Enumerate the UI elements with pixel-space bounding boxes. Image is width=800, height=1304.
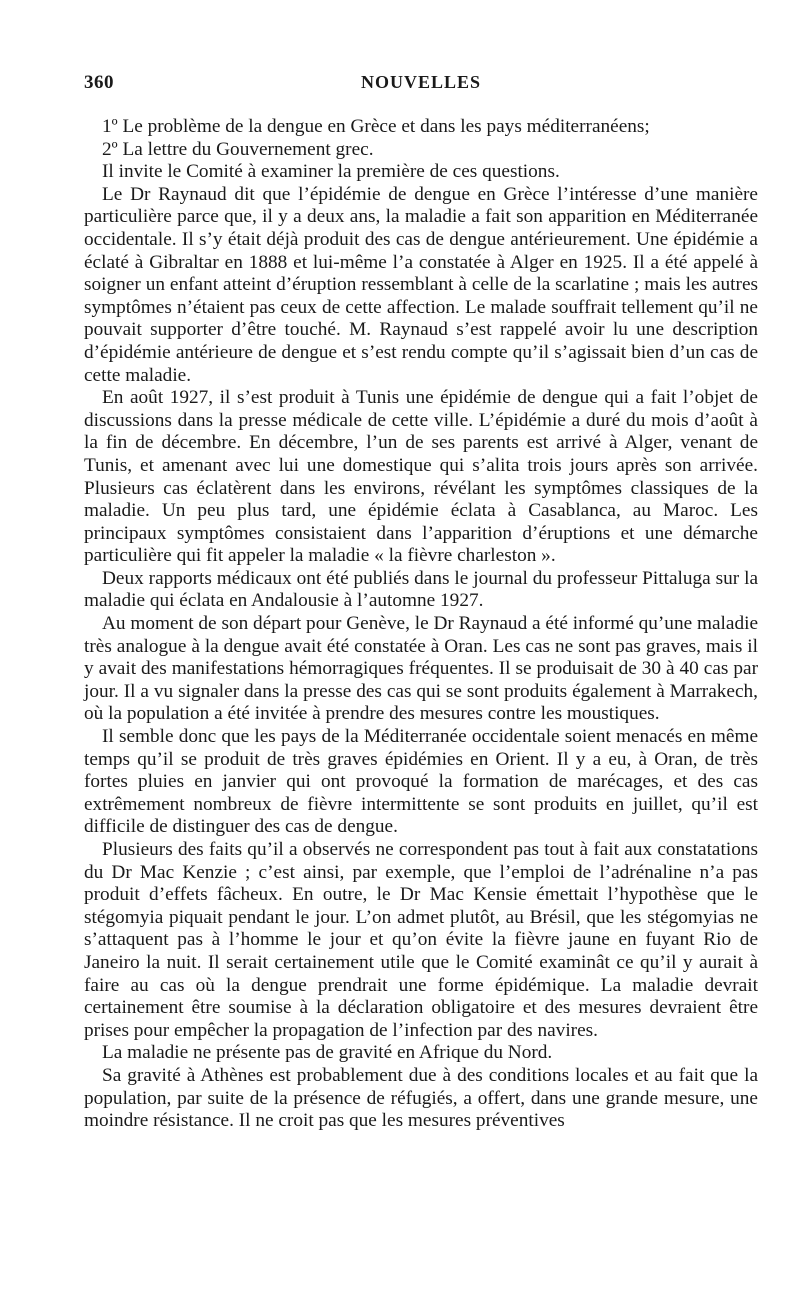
article-body: [84, 116, 758, 1133]
paragraph-tunis-1927: En août 1927, il s’est produit à Tunis une épidémie de dengue qui a fait l’objet de discussions dans la presse médicale de cette ville. L’épidémie a duré du mois d’août à la fin de décembre. En décembre, l’un de ses parents est arrivé à Alger, venant de Tunis, et amenant avec lui une domestique qui s’alita trois jours après son arrivée. Plusieurs cas éclatèrent dans les environs, révélant les symptômes classiques de la maladie. Un peu plus tard, une épidémie éclata à Casablanca, au Maroc. Les principaux symptômes consistaient dans l’apparition d’éruptions et une démarche particulière qui fit appeler la maladie « la fièvre charleston ».: [84, 387, 758, 567]
paragraph-north-africa: La maladie ne présente pas de gravité en Afrique du Nord.: [102, 1042, 553, 1064]
paragraph-athens: Sa gravité à Athènes est probablement due à des conditions locales et au fait que la population, par suite de la présence de réfugiés, a offert, dans une grande mesure, une moindre résistance. Il ne croit pas que les mesures préventives: [84, 1064, 758, 1132]
paragraph-mediterranean-threat: Il semble donc que les pays de la Méditerranée occidentale soient menacés en même temps qu’il se produit de très graves épidémies en Orient. Il y a eu, à Oran, de très fortes pluies en janvier qui ont provoqué la formation de marécages, et des cas extrêmement nombreux de fièvre intermittente se sont produits en juillet, qu’il est difficile de distinguer des cas de dengue.: [84, 726, 758, 838]
page-number: 360: [84, 72, 114, 93]
paragraph-pittaluga-reports: Deux rapports médicaux ont été publiés dans le journal du professeur Pittaluga sur la maladie qui éclata en Andalousie à l’automne 1927.: [84, 567, 758, 612]
paragraph-item-1: 1º Le problème de la dengue en Grèce et dans les pays méditerranéens;: [102, 116, 650, 137]
paragraph-item-2: 2º La lettre du Gouvernement grec.: [102, 138, 374, 160]
running-header: [84, 72, 758, 96]
paragraph-invitation: Il invite le Comité à examiner la première de ces questions.: [102, 161, 560, 183]
paragraph-raynaud-intro: Le Dr Raynaud dit que l’épidémie de dengue en Grèce l’intéresse d’une manière particulière parce que, il y a deux ans, la maladie a fait son apparition en Méditerranée occidentale. Il s’y était déjà produit des cas de dengue antérieurement. Une épidémie a éclaté à Gibraltar en 1888 et lui-même l’a constatée à Alger en 1925. Il a été appelé à soigner un enfant atteint d’éruption ressemblant à celle de la scarlatine ; mais les autres symptômes n’étaient pas ceux de cette affection. Le malade souffrait tellement qu’il ne pouvait supporter d’être touché. M. Raynaud s’est rappelé avoir lu une description d’épidémie antérieure de dengue et s’est rendu compte qu’il s’agissait bien d’un cas de cette maladie.: [84, 183, 758, 386]
paragraph-oran: Au moment de son départ pour Genève, le Dr Raynaud a été informé qu’une maladie très analogue à la dengue avait été constatée à Oran. Les cas ne sont pas graves, mais il y avait des manifestations hémorragiques fréquentes. Il se produisait de 30 à 40 cas par jour. Il a vu signaler dans la presse des cas qui se sont produits également à Marrakech, où la population a été invitée à prendre des mesures contre les moustiques.: [84, 613, 758, 725]
paragraph-mackenzie: Plusieurs des faits qu’il a observés ne correspondent pas tout à fait aux constatations du Dr Mac Kenzie ; c’est ainsi, par exemple, que l’emploi de l’adrénaline n’a pas produit d’effets fâcheux. En outre, le Dr Mac Kensie émettait l’hypothèse que le stégomyia piquait pendant le jour. L’on admet plutôt, au Brésil, que les stégomyias ne s’attaquent pas à l’homme le jour et qu’on évite la fièvre jaune en fuyant Rio de Janeiro la nuit. Il serait certainement utile que le Comité examinât ce qu’il y aurait à faire au cas où la dengue prendrait une forme épidémique. La maladie devrait certainement être soumise à la déclaration obligatoire et des mesures devraient être prises pour empêcher la propagation de l’infection par des navires.: [84, 839, 758, 1041]
running-title: NOUVELLES: [360, 72, 482, 92]
